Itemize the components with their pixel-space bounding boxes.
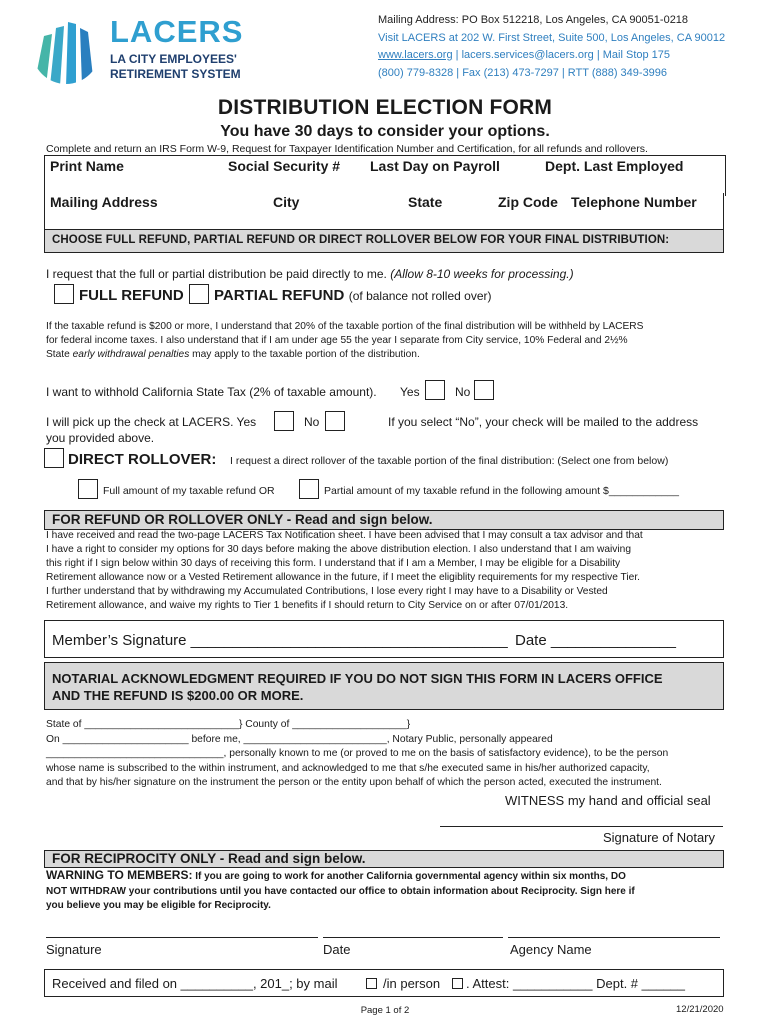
ca-tax-text: I want to withhold California State Tax (2% of taxable amount). [46,385,377,399]
rollover-partial-checkbox[interactable] [299,479,319,499]
rollover-partial-label: Partial amount of my taxable refund in the following amount $____________ [324,485,679,497]
info-box-lower [44,193,724,229]
notary-bar-text: NOTARIAL ACKNOWLEDGMENT REQUIRED IF YOU DO NOT SIGN THIS FORM IN LACERS OFFICE AND THE REFUND IS $200.00 OR MORE. [52,671,663,703]
direct-rollover-checkbox[interactable] [44,448,64,468]
partial-refund-line [214,287,491,305]
last-day-field[interactable]: Last Day on Payroll [370,158,500,174]
page-number: Page 1 of 2 [360,1005,410,1016]
warning-label: WARNING TO MEMBERS: [46,868,193,882]
lacers-logo [30,14,244,88]
full-refund-label: FULL REFUND [79,287,184,304]
reciprocity-date-line[interactable] [323,937,503,938]
form-title: DISTRIBUTION ELECTION FORM [217,96,553,119]
w9-instruction: Complete and return an IRS Form W-9, Request for Taxpayer Identification Number and Certification, for all refunds and rollovers. [46,143,648,155]
ca-tax-yes-label: Yes [400,385,420,399]
partial-refund-label: PARTIAL REFUND [214,287,345,304]
pickup-yes-checkbox[interactable] [274,411,294,431]
warning-text: WARNING TO MEMBERS: If you are going to work for another California governmental agency within six months, DO NOT WITHDRAW your contributions until you have contacted our office to obtain information about Reciprocity. Sign here if you believe you may be eligible for Reciprocity. [46,868,635,911]
taxable-line3: State early withdrawal penalties may apply to the taxable portion of the distribution. [46,349,420,360]
received-text-3: . Attest: ___________ Dept. # ______ [466,976,686,991]
request-text: I request that the full or partial distribution be paid directly to me. [46,267,387,281]
request-line [46,267,574,281]
choose-bar-text: CHOOSE FULL REFUND, PARTIAL REFUND OR DIRECT ROLLOVER BELOW FOR YOUR FINAL DISTRIBUTION: [52,234,670,246]
ca-tax-yes-checkbox[interactable] [425,380,445,400]
pickup-line2: you provided above. [46,431,155,445]
visit-address: Visit LACERS at 202 W. First Street, Suite 500, Los Angeles, CA 90012 [378,31,726,44]
print-name-field[interactable]: Print Name [50,158,124,174]
web-link[interactable]: www.lacers.org [378,49,453,61]
rollover-text: I request a direct rollover of the taxable portion of the final distribution: (Select one from below) [230,455,669,467]
taxable-text [46,320,643,362]
sign-bar-text: FOR REFUND OR ROLLOVER ONLY - Read and sign below. [52,512,433,527]
rollover-full-checkbox[interactable] [78,479,98,499]
pickup-line1: I will pick up the check at LACERS. Yes [46,415,257,429]
reciprocity-signature-line[interactable] [46,937,318,938]
lacers-logo-icon [30,14,102,86]
in-person-checkbox[interactable] [452,978,463,989]
phone-field[interactable]: Telephone Number [571,194,697,210]
city-field[interactable]: City [273,194,300,210]
notary-text: State of ___________________________} County of ____________________} On ______________________ before me, _________________________, Notary Public, personally appeared _______________________________, personally known to me (or proved to me on the basis of satisfactory evidence), to be the person whose name is subscribed to the within instrument, and acknowledged to me that s/he executed same in his/her authorized capacity, and that by his/her signature on the instrument the person or the entity upon behalf of which the person acted, executed the instrument. [46,719,669,788]
state-field[interactable]: State [408,194,443,210]
pickup-note: If you select “No”, your check will be mailed to the address [388,415,699,429]
mailing-field[interactable]: Mailing Address [50,194,158,210]
member-signature-field[interactable]: Member’s Signature ______________________________________ [52,632,508,649]
pickup-no-checkbox[interactable] [325,411,345,431]
email-link[interactable]: lacers.services@lacers.org [461,49,594,61]
direct-rollover-label: DIRECT ROLLOVER: [68,451,217,468]
reciprocity-agency-line[interactable] [508,937,720,938]
ca-tax-no-label: No [455,385,471,399]
header-address [378,12,763,82]
ssn-field[interactable]: Social Security # [228,158,341,174]
received-text-2: /in person [383,976,441,991]
web-line: www.lacers.org | lacers.services@lacers.org | Mail Stop 175 [378,49,671,61]
pickup-no-label: No [304,415,320,429]
logo-sub1: LA CITY EMPLOYEES' [110,52,237,66]
reciprocity-bar-text: FOR RECIPROCITY ONLY - Read and sign below. [52,851,366,866]
sign-paragraph: I have received and read the two-page LACERS Tax Notification sheet. I have been advised that I may consult a tax advisor and that I have a right to consider my options for 30 days before making the above distribution election. I also understand that I am waiving this right if I sign below within 30 days of receiving this form. I understand that if I am a Member, I may be eligible for a Disability Retirement allowance now or a Vested Retirement allowance in the future, if I meet the eligiblity requirements for my respective Tier. I further understand that by withdrawing my Accumulated Contributions, I lose every right I may have to a Disability or Vested Retirement allowance, and waive my rights to Tier 1 benefits if I should return to City Service on or after 07/01/2013. [46,530,643,611]
notary-signature-line[interactable] [440,826,723,827]
by-mail-checkbox[interactable] [366,978,377,989]
zip-field[interactable]: Zip Code [498,194,558,210]
date-signature-field[interactable]: Date _______________ [515,632,676,649]
mailstop: Mail Stop 175 [602,49,671,61]
notary-signature-label: Signature of Notary [603,830,716,845]
form-subtitle: You have 30 days to consider your options. [220,123,550,140]
taxable-line2: for federal income taxes. I also understand that if I am under age 55 the year I separate from City service, 10% Federal and 2½% [46,335,628,346]
ca-tax-no-checkbox[interactable] [474,380,494,400]
logo-sub2: RETIREMENT SYSTEM [110,67,241,81]
logo-name: LACERS [110,14,244,49]
partial-refund-checkbox[interactable] [189,284,209,304]
reciprocity-agency-label: Agency Name [510,942,592,957]
full-refund-checkbox[interactable] [54,284,74,304]
revision-date: 12/21/2020 [676,1004,724,1015]
dept-field[interactable]: Dept. Last Employed [545,158,684,174]
request-allow: (Allow 8-10 weeks for processing.) [390,267,574,281]
partial-note: (of balance not rolled over) [348,289,492,303]
reciprocity-date-label: Date [323,942,351,957]
witness-text: WITNESS my hand and official seal [505,793,711,808]
received-text-1: Received and filed on __________, 201_; by mail [52,976,338,991]
mailing-address: Mailing Address: PO Box 512218, Los Angeles, CA 90051-0218 [378,14,689,26]
phone-line: (800) 779-8328 | Fax (213) 473-7297 | RTT (888) 349-3996 [378,66,668,79]
reciprocity-signature-label: Signature [46,942,102,957]
rollover-full-label: Full amount of my taxable refund OR [103,485,275,497]
taxable-line1: If the taxable refund is $200 or more, I understand that 20% of the taxable portion of the final distribution will be withheld by LACERS [46,321,644,332]
